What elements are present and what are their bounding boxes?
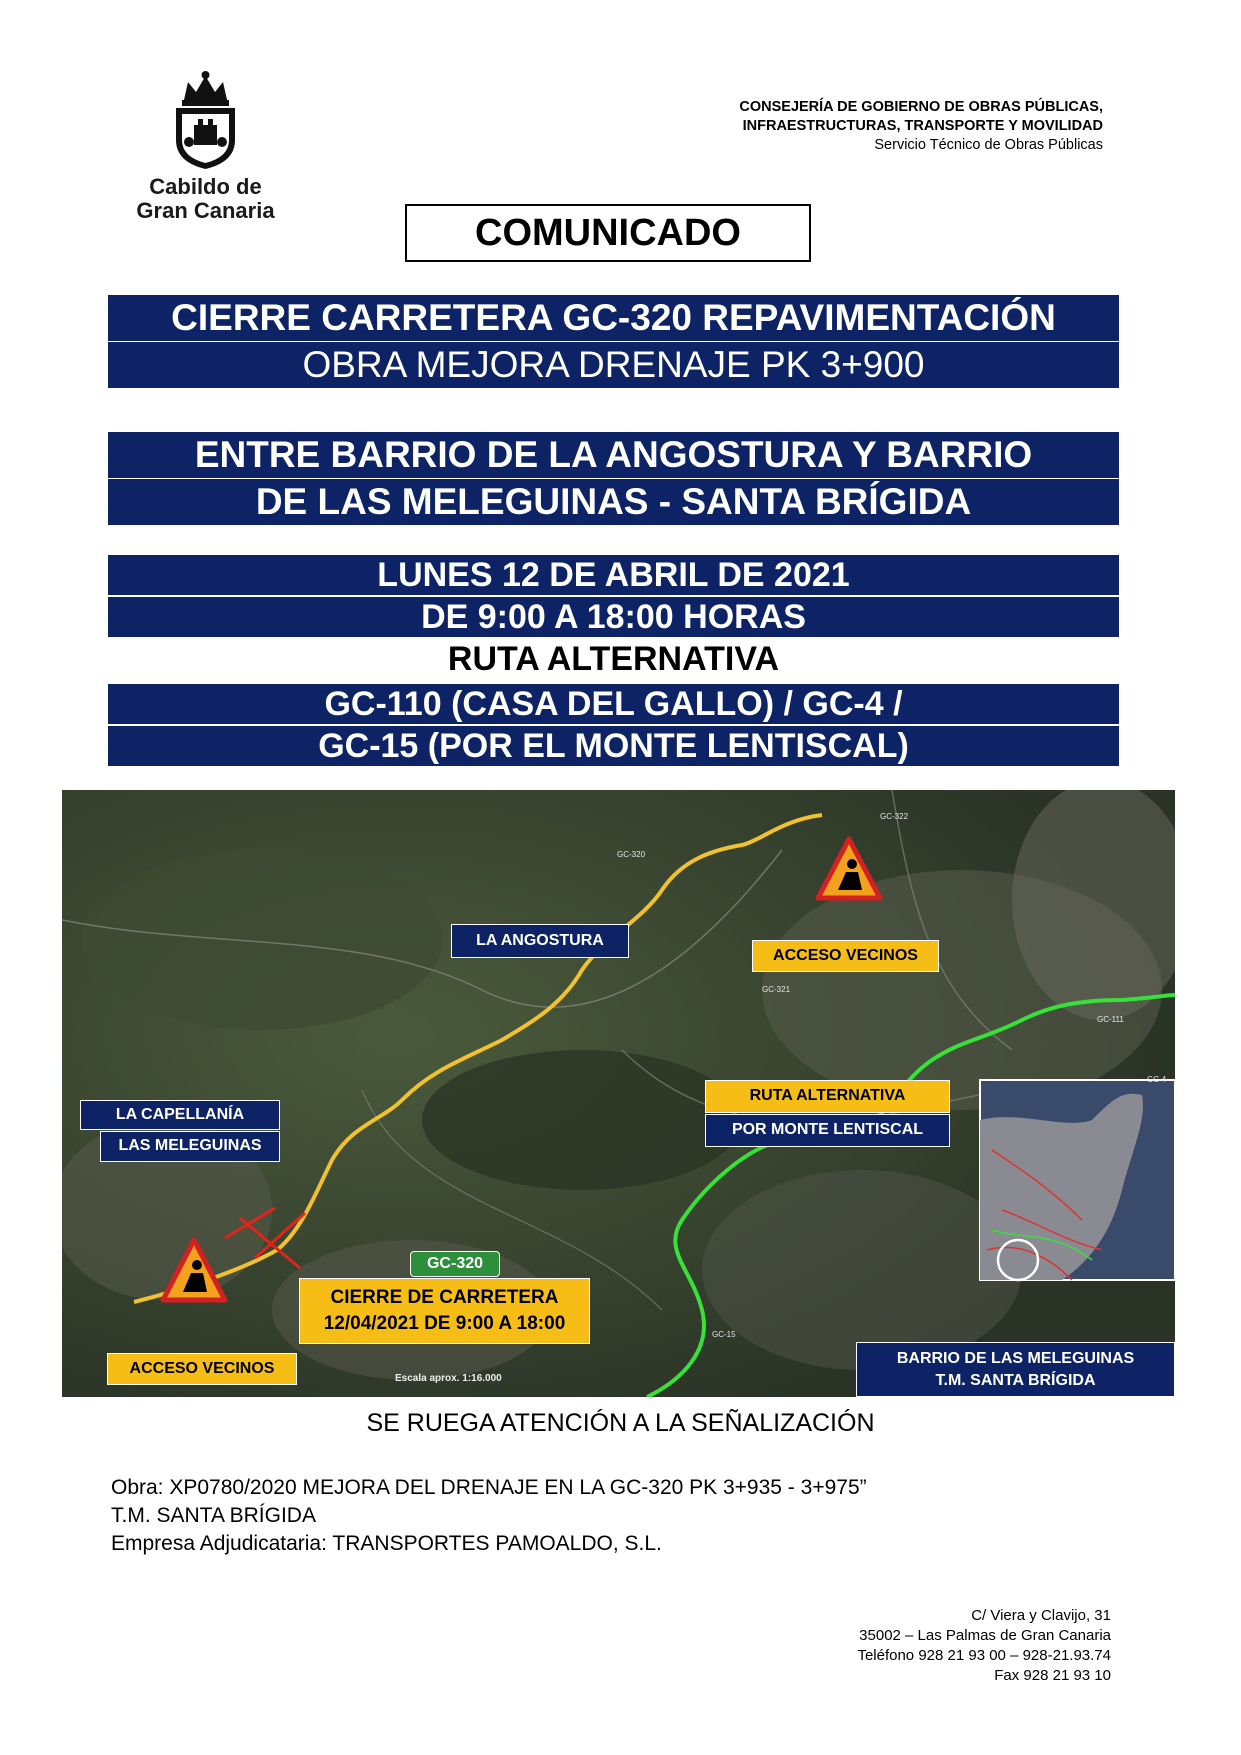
hours-banner: DE 9:00 A 18:00 HORAS [108, 597, 1119, 637]
banner-divider [108, 341, 1119, 342]
label-ruta-alternativa: RUTA ALTERNATIVA [705, 1080, 950, 1113]
road-code-label: GC-15 [712, 1330, 736, 1339]
road-code-label: GC-321 [762, 985, 791, 994]
address-line2: 35002 – Las Palmas de Gran Canaria [859, 1627, 1111, 1644]
inset-label-line1: BARRIO DE LAS MELEGUINAS [896, 1350, 1135, 1367]
works-line1: Obra: XP0780/2020 MEJORA DEL DRENAJE EN LA GC-320 PK 3+935 - 3+975” [111, 1476, 867, 1499]
inset-label-line2: T.M. SANTA BRÍGIDA [935, 1372, 1096, 1389]
alt-route-line1: GC-110 (CASA DEL GALLO) / GC-4 / [108, 684, 1119, 724]
closure-banner-line2: OBRA MEJORA DRENAJE PK 3+900 [108, 342, 1119, 388]
cabildo-logo [118, 70, 275, 230]
dept-line3: Servicio Técnico de Obras Públicas [874, 137, 1103, 153]
alt-route-heading: RUTA ALTERNATIVA [447, 640, 780, 678]
label-por-monte-lentiscal: POR MONTE LENTISCAL [705, 1114, 950, 1147]
road-code-label: GC-322 [880, 812, 909, 821]
location-banner-line1: ENTRE BARRIO DE LA ANGOSTURA Y BARRIO [108, 432, 1119, 478]
label-las-meleguinas: LAS MELEGUINAS [100, 1131, 280, 1162]
closure-banner-line1: CIERRE CARRETERA GC-320 REPAVIMENTACIÓN [108, 295, 1119, 341]
route-map [62, 790, 1175, 1397]
road-code-label: GC-320 [617, 850, 646, 859]
works-line3: Empresa Adjudicataria: TRANSPORTES PAMOALDO, S.L. [111, 1532, 662, 1555]
label-la-capellania: LA CAPELLANÍA [80, 1100, 280, 1130]
dept-line2: INFRAESTRUCTURAS, TRANSPORTE Y MOVILIDAD [742, 118, 1103, 134]
dept-line1: CONSEJERÍA DE GOBIERNO DE OBRAS PÚBLICAS, [739, 99, 1103, 115]
closure-label-line1: CIERRE DE CARRETERA [330, 1287, 559, 1308]
closure-label-line2: 12/04/2021 DE 9:00 A 18:00 [323, 1313, 566, 1334]
alt-route-line2: GC-15 (POR EL MONTE LENTISCAL) [108, 726, 1119, 766]
department-header [739, 98, 1103, 155]
address-line3: Teléfono 928 21 93 00 – 928-21.93.74 [857, 1647, 1111, 1664]
footer-address [857, 1606, 1111, 1686]
banner-divider [108, 478, 1119, 479]
label-road-closure [299, 1278, 590, 1344]
works-details [111, 1474, 867, 1558]
banner-divider [108, 725, 1119, 726]
org-name-line1: Cabildo de [149, 174, 262, 199]
banner-divider [108, 596, 1119, 597]
road-code-label: GC-111 [1097, 1015, 1124, 1024]
map-scale: Escala aprox. 1:16.000 [395, 1373, 502, 1384]
label-gc320-road-sign: GC-320 [410, 1251, 500, 1277]
date-banner: LUNES 12 DE ABRIL DE 2021 [108, 555, 1119, 595]
label-inset-location [856, 1342, 1175, 1397]
label-la-angostura: LA ANGOSTURA [451, 924, 629, 958]
page-title: COMUNICADO [405, 204, 811, 262]
works-line2: T.M. SANTA BRÍGIDA [111, 1504, 316, 1527]
address-line4: Fax 928 21 93 10 [994, 1667, 1111, 1684]
signage-notice: SE RUEGA ATENCIÓN A LA SEÑALIZACIÓN [366, 1409, 875, 1437]
org-name-line2: Gran Canaria [136, 198, 275, 223]
address-line1: C/ Viera y Clavijo, 31 [971, 1607, 1111, 1624]
label-acceso-vecinos-top: ACCESO VECINOS [752, 940, 939, 972]
coat-of-arms-icon [158, 70, 253, 170]
label-acceso-vecinos-bottom: ACCESO VECINOS [107, 1353, 297, 1385]
road-code-label: GC-4 [1147, 1075, 1167, 1084]
satellite-map-image [62, 790, 1175, 1397]
location-banner-line2: DE LAS MELEGUINAS - SANTA BRÍGIDA [108, 479, 1119, 525]
